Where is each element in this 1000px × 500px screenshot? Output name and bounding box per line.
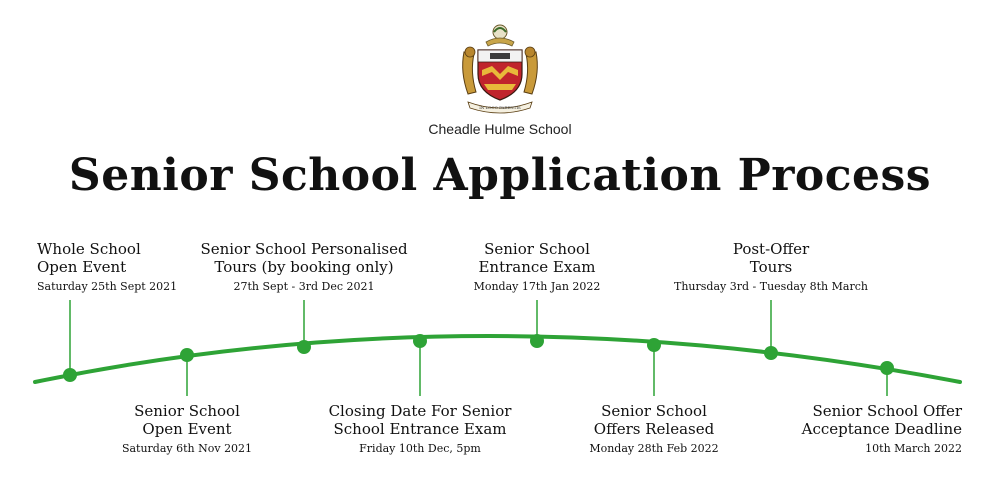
event-title-line1: Closing Date For Senior: [328, 402, 512, 420]
event-date: 10th March 2022: [865, 442, 962, 455]
event-title-line1: Whole School: [37, 240, 141, 258]
event-title-line1: Senior School: [601, 402, 707, 420]
timeline-curve: [35, 336, 960, 382]
timeline-node: [764, 346, 778, 360]
event-date: Friday 10th Dec, 5pm: [359, 442, 481, 455]
page-title: Senior School Application Process: [68, 150, 932, 201]
timeline-node: [647, 338, 661, 352]
connector-lines: [70, 300, 887, 396]
timeline-node: [63, 368, 77, 382]
event-title-line2: Entrance Exam: [478, 258, 596, 276]
event-title-line2: Open Event: [142, 420, 232, 438]
timeline-node: [413, 334, 427, 348]
event-title-line2: Open Event: [37, 258, 127, 276]
event-offers-released: [544, 402, 764, 457]
event-entrance-exam: [427, 240, 647, 295]
event-date: 27th Sept - 3rd Dec 2021: [233, 280, 375, 293]
timeline-node: [180, 348, 194, 362]
event-title-line1: Senior School: [134, 402, 240, 420]
event-title-line2: School Entrance Exam: [333, 420, 507, 438]
event-senior-open-event: [77, 402, 297, 457]
event-title-line1: Post-Offer: [732, 240, 810, 258]
event-date: Monday 17th Jan 2022: [473, 280, 601, 293]
crest-motto-text: IN LOCO PARENTIS: [479, 105, 521, 110]
event-title-line2: Tours (by booking only): [214, 258, 394, 276]
event-title-line2: Tours: [749, 258, 793, 276]
timeline-node: [880, 361, 894, 375]
event-date: Saturday 6th Nov 2021: [121, 442, 253, 455]
event-title-line2: Offers Released: [593, 420, 715, 438]
event-personalised-tours: [194, 240, 414, 295]
event-title-line2: Acceptance Deadline: [801, 420, 962, 438]
event-title-line1: Senior School: [484, 240, 590, 258]
school-name: Cheadle Hulme School: [428, 121, 572, 137]
timeline-node: [530, 334, 544, 348]
event-title-line1: Senior School Personalised: [200, 240, 408, 258]
event-post-offer-tours: [661, 240, 881, 295]
event-date: Saturday 25th Sept 2021: [37, 280, 178, 293]
event-closing-date: [310, 402, 530, 457]
event-title-line1: Senior School Offer: [812, 402, 962, 420]
event-acceptance-deadline: [742, 402, 962, 457]
event-date: Thursday 3rd - Tuesday 8th March: [674, 280, 868, 293]
timeline-node: [297, 340, 311, 354]
event-date: Monday 28th Feb 2022: [589, 442, 719, 455]
